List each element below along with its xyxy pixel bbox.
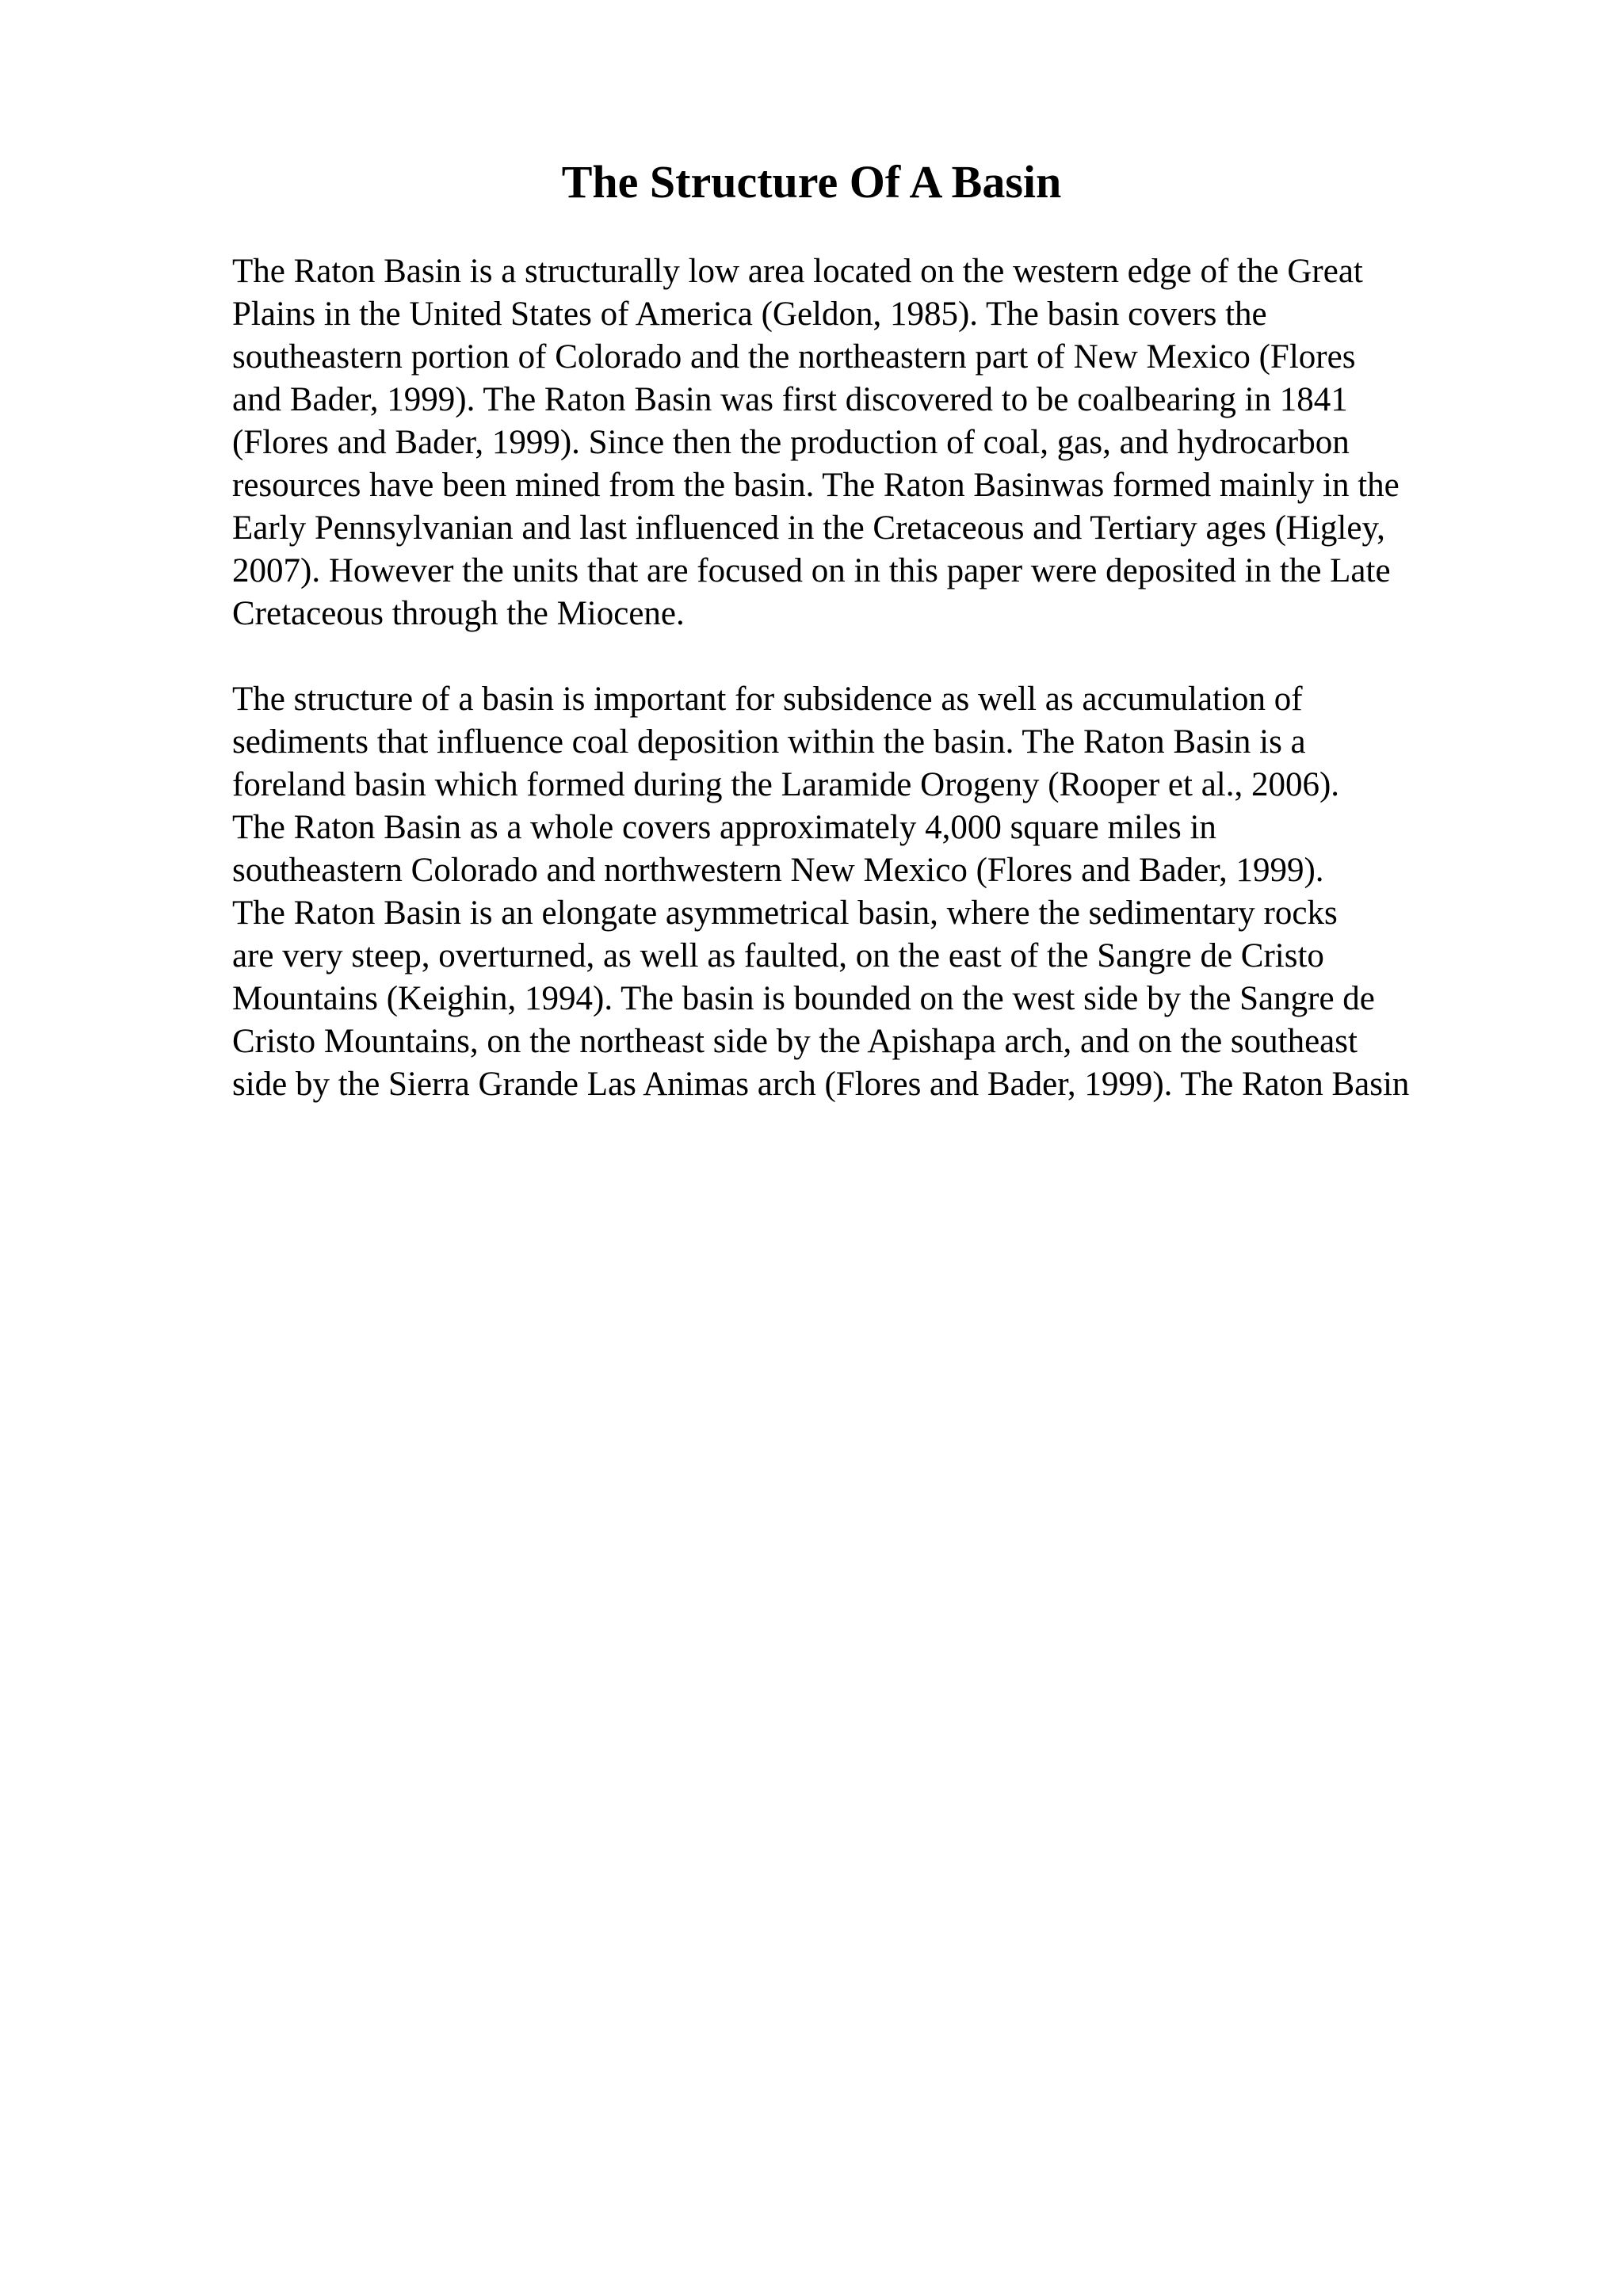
paragraph-line: 2007). However the units that are focused on in this paper were deposited in the Late xyxy=(232,552,1391,589)
paragraph-line: Early Pennsylvanian and last influenced in the Cretaceous and Tertiary ages (Higley, xyxy=(232,509,1385,547)
paragraph-line: and Bader, 1999). The Raton Basin was first discovered to be coalbearing in 1841 xyxy=(232,381,1348,418)
paragraph-line: The Raton Basin is a structurally low area located on the western edge of the Great xyxy=(232,253,1363,290)
paragraph-line: The Raton Basin is an elongate asymmetrical basin, where the sedimentary rocks xyxy=(232,894,1338,932)
paragraph-line: resources have been mined from the basin. The Raton Basinwas formed mainly in the xyxy=(232,467,1400,504)
paragraph-line: The structure of a basin is important for subsidence as well as accumulation of xyxy=(232,681,1303,718)
paragraph-line: Plains in the United States of America (Geldon, 1985). The basin covers the xyxy=(232,296,1267,333)
paragraph-line: Cretaceous through the Miocene. xyxy=(232,595,685,632)
paragraph-line: Cristo Mountains, on the northeast side by the Apishapa arch, and on the southeast xyxy=(232,1023,1358,1060)
paragraph-line: are very steep, overturned, as well as faulted, on the east of the Sangre de Cristo xyxy=(232,937,1324,974)
paragraph-line: The Raton Basin as a whole covers approximately 4,000 square miles in xyxy=(232,809,1216,846)
paragraph-line: (Flores and Bader, 1999). Since then the production of coal, gas, and hydrocarbon xyxy=(232,424,1350,461)
paragraph-line: side by the Sierra Grande Las Animas arch (Flores and Bader, 1999). The Raton Basin xyxy=(232,1066,1410,1103)
paragraph-line: sediments that influence coal deposition within the basin. The Raton Basin is a xyxy=(232,723,1306,761)
document-title: The Structure Of A Basin xyxy=(561,156,1062,208)
paragraph-line: southeastern portion of Colorado and the northeastern part of New Mexico (Flores xyxy=(232,338,1356,376)
paragraph-line: southeastern Colorado and northwestern New Mexico (Flores and Bader, 1999). xyxy=(232,852,1324,889)
paragraph-line: foreland basin which formed during the Laramide Orogeny (Rooper et al., 2006). xyxy=(232,766,1340,803)
paragraph-line: Mountains (Keighin, 1994). The basin is bounded on the west side by the Sangre de xyxy=(232,980,1375,1017)
